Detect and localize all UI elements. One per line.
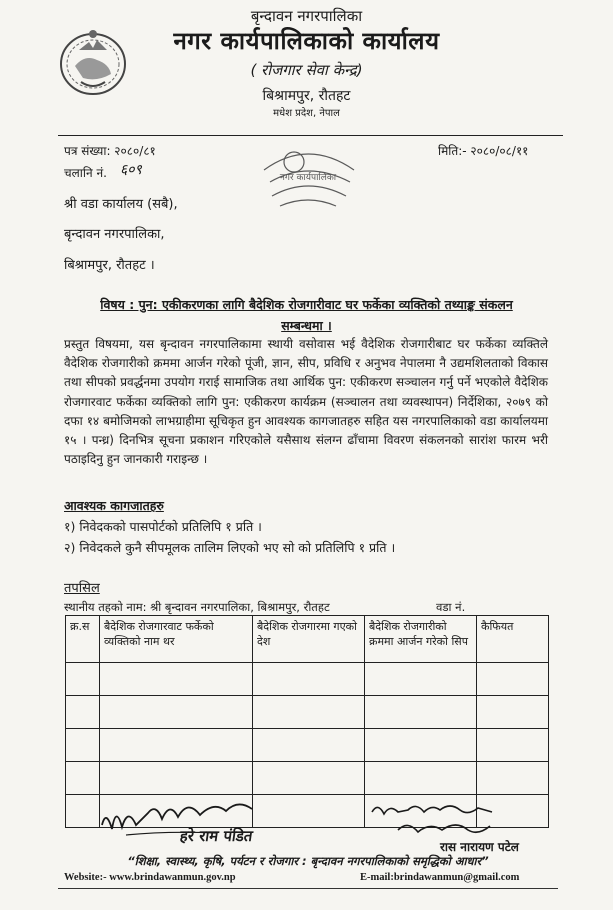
signature-right [368,800,528,842]
col-country: बैदेशिक रोजगारमा गएको देश [253,616,365,663]
table-cell [253,729,365,762]
table-cell [100,696,253,729]
addressee-line-2: बृन्दावन नगरपालिका, [64,227,165,242]
office-stamp [250,130,366,210]
employment-center: ( रोजगार सेवा केन्द्र) [250,61,363,79]
documents-heading: आवश्यक कागजातहरु [64,498,164,513]
table-cell [66,762,100,795]
col-skill: बैदेशिक रोजगारीको क्रममा आर्जन गरेको सिप [365,616,477,663]
table-header-row [66,616,549,663]
table-cell [365,696,477,729]
table-cell [477,729,549,762]
table-cell [365,663,477,696]
nepal-emblem-logo [57,24,129,100]
municipality-name: बृन्दावन नगरपालिका [250,7,363,25]
email-link[interactable]: E-mail:brindawanmun@gmail.com [360,872,520,883]
dispatch-number: ६०९ [120,162,142,178]
table-row [66,663,549,696]
table-cell [253,696,365,729]
annex-title: तपसिल [64,581,100,596]
table-cell [66,696,100,729]
col-person-name: बैदेशिक रोजगारवाट फर्केको व्यक्तिको नाम थर [100,616,253,663]
signatory-left-name: हरे राम पंडित [178,827,254,845]
table-cell [66,795,100,828]
footer-slogan: “शिक्षा, स्वास्थ्य, कृषि, पर्यटन र रोजगार : बृन्दावन नगरपालिकाको समृद्धिको आधार” [127,854,489,868]
table-cell [253,663,365,696]
table-cell [100,729,253,762]
subject-line-1: विषय : पुन: एकीकरणका लागि बैदेशिक रोजगारीवाट घर फर्केका व्यक्तिको तथ्याङ्क संकलन [100,297,513,312]
subject [64,294,549,336]
table-cell [253,762,365,795]
table-cell [477,762,549,795]
document-item: १) निवेदकको पासपोर्टको प्रतिलिपि १ प्रति । [64,519,262,534]
office-address: बिश्रामपुर, रौतहट [262,88,351,104]
addressee-line-3: बिश्रामपुर, रौतहट । [64,258,155,273]
table-cell [365,729,477,762]
dispatch-label: चलानि नं. [64,166,107,180]
website-link[interactable]: Website:- www.brindawanmun.gov.np [64,872,236,883]
local-level-name: स्थानीय तहको नाम: श्री बृन्दावन नगरपालिका, बिश्रामपुर, रौतहट [64,600,330,614]
table-row [66,729,549,762]
table-cell [100,663,253,696]
subject-line-2: सम्बन्धमा । [281,318,332,333]
table-row [66,762,549,795]
office-title: नगर कार्यपालिकाको कार्यालय [173,27,440,55]
table-cell [100,762,253,795]
table-cell [477,663,549,696]
table-cell [66,663,100,696]
addressee-line-1: श्री वडा कार्यालय (सबै), [64,197,178,212]
col-serial: क्र.स [66,616,100,663]
letter-date: मिति:- २०८०/०८/११ [438,144,529,158]
svg-text:नगर कार्यपालिका: नगर कार्यपालिका [279,173,337,183]
col-remarks: कैफियत [477,616,549,663]
province-line: मधेश प्रदेश, नेपाल [273,108,340,119]
table-cell [66,729,100,762]
table-cell [477,696,549,729]
document-item: २) निवेदकले कुनै सीपमूलक तालिम लिएको भए सो को प्रतिलिपि १ प्रति । [64,540,396,555]
header-divider [58,135,563,136]
ward-label: वडा नं. [436,600,466,614]
footer-divider [58,888,558,889]
reference-number: पत्र संख्या: २०८०/८१ [64,144,156,158]
table-cell [365,762,477,795]
signatory-right-name: रास नारायण पटेल [440,840,519,854]
letter-body: प्रस्तुत विषयमा, यस बृन्दावन नगरपालिकामा स्थायी वसोवास भई वैदेशिक रोजगारीबाट घर फर्केका व्यक्तिले वैदेशिक रोजगारीको क्रममा आर्जन गरेको पूंजी, ज्ञान, सीप, प्रविधि र अनुभव नेपालमा नै उद्यमशिलताको विकास तथा सीपको प्रवर्द्धनमा उपयोग गराई सामाजिक तथा आर्थिक पुन: एकीकरण सञ्चालन गर्नु पर्ने भएकोले वैदेशिक रोजगारवाट फर्केका व्यक्तिको लागि पुन: एकीकरण कार्यक्रम (सञ्चालन तथा व्यवस्थापन) निर्देशिका, २०७९ को दफा १४ बमोजिमको लाभग्राहीमा सूचिकृत हुन आवश्यक कागजातहरु सहित यस नगरपालिकाको वडा कार्यालयमा १५ । पन्ध्र) दिनभित्र सूचना प्रकाशन गरिएकोले यसैसाथ संलग्न ढाँचामा विवरण संकलनको सारांश फारम भरी पठाइदिनु हुन जानकारी गराइन्छ । [64,337,548,467]
table-row [66,696,549,729]
